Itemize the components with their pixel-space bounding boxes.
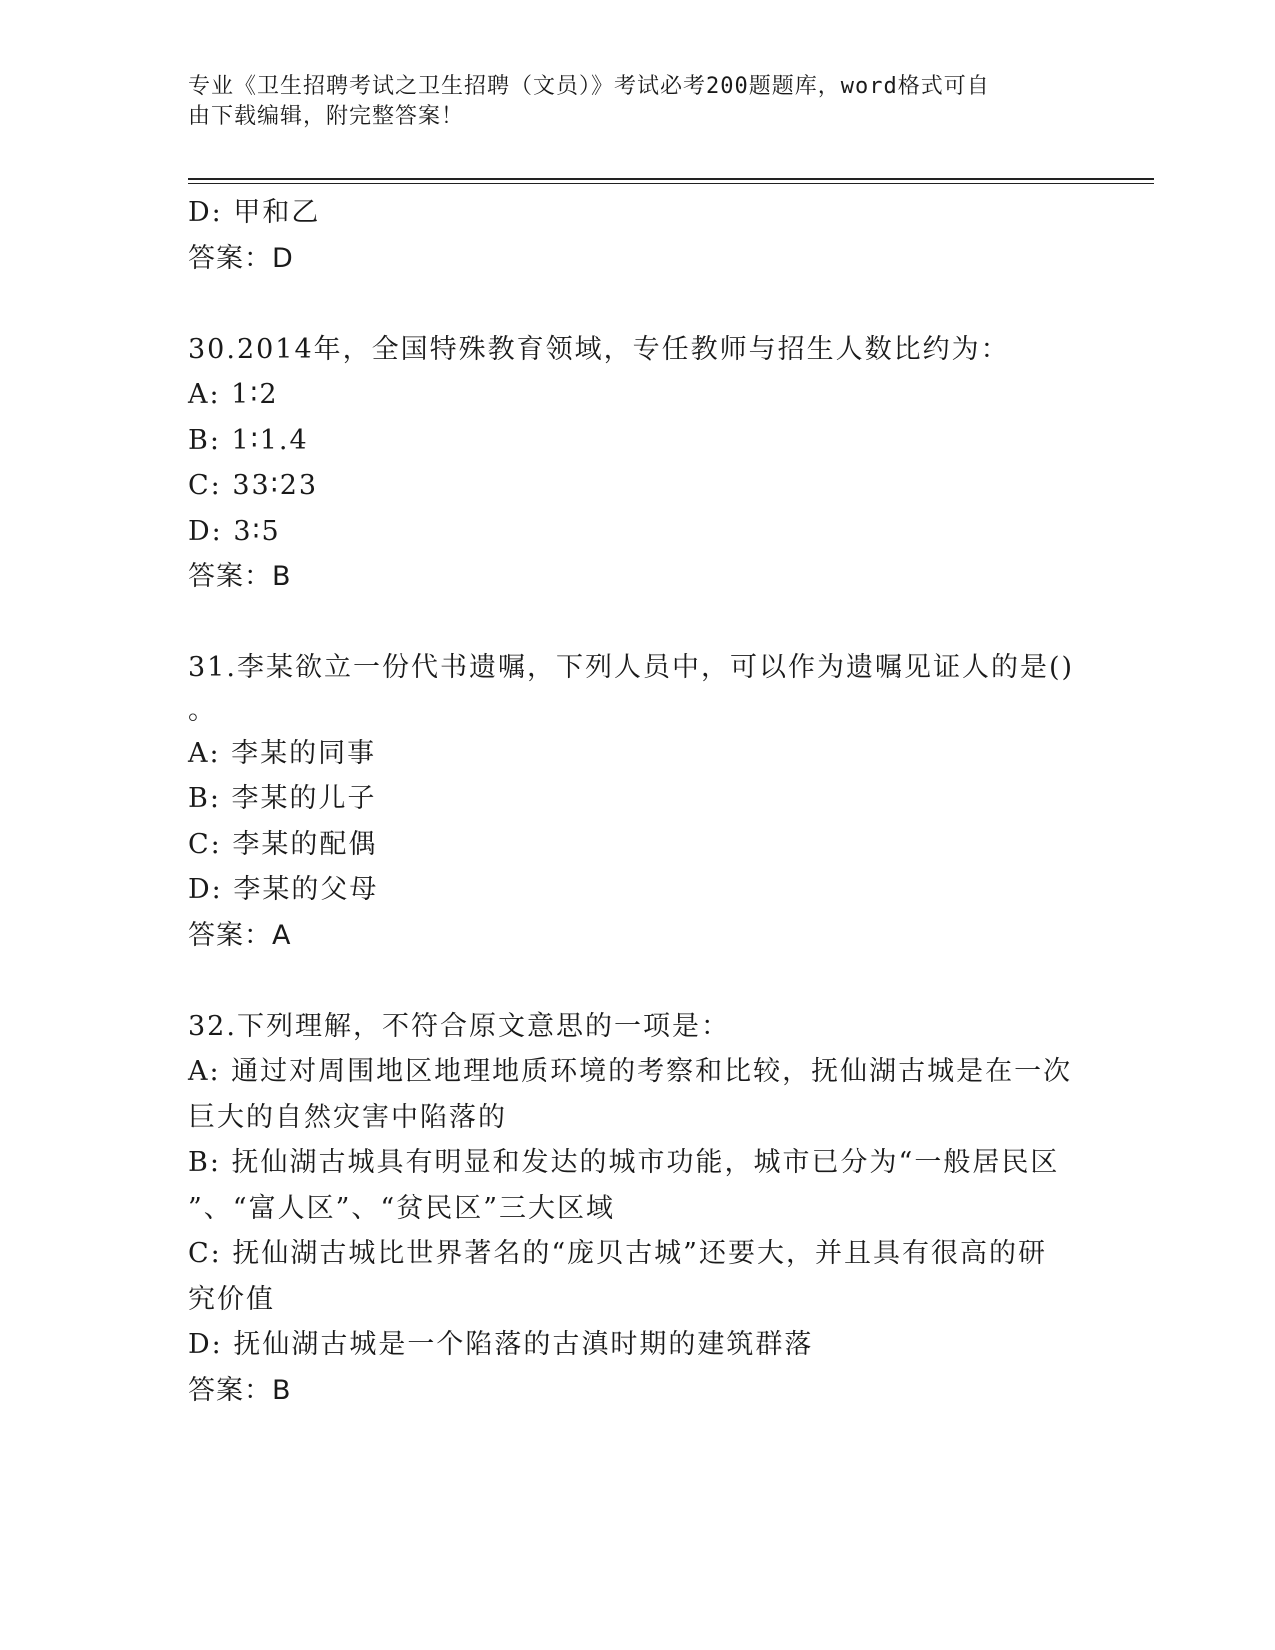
option-b: B: 1∶1.4 xyxy=(188,424,309,456)
option-c: C: 33∶23 xyxy=(188,470,319,501)
option-d: D: 3∶5 xyxy=(188,515,281,547)
spacer xyxy=(188,281,1088,327)
option-d: D: 李某的父母 xyxy=(188,874,379,905)
option-a-cont: 巨大的自然灾害中陷落的 xyxy=(188,1101,507,1133)
option-d: D: 抚仙湖古城是一个陷落的古滇时期的建筑群落 xyxy=(188,1329,814,1360)
option-b: B: 李某的儿子 xyxy=(188,783,377,814)
option-a: A: 1∶2 xyxy=(188,379,279,410)
answer-line: 答案：B xyxy=(188,561,292,592)
question-content xyxy=(188,190,1088,1413)
document-header xyxy=(188,72,1068,132)
header-divider-thin xyxy=(188,183,1154,184)
question-text: 32.下列理解，不符合原文意思的一项是： xyxy=(188,1010,730,1042)
question-block-30 xyxy=(188,327,1088,600)
question-block-prev xyxy=(188,190,1088,281)
option-c-cont: 究价值 xyxy=(188,1283,275,1315)
header-line-2: 由下载编辑，附完整答案！ xyxy=(188,104,465,129)
question-text: 30.2014年，全国特殊教育领域，专任教师与招生人数比约为： xyxy=(188,333,1010,365)
option-a: A: 通过对周围地区地理地质环境的考察和比较，抚仙湖古城是在一次 xyxy=(188,1056,1073,1087)
spacer xyxy=(188,958,1088,1004)
option-d: D: 甲和乙 xyxy=(188,197,321,228)
answer-line: 答案：B xyxy=(188,1374,292,1406)
option-b: B: 抚仙湖古城具有明显和发达的城市功能，城市已分为“一般居民区 xyxy=(188,1147,1060,1178)
question-block-31 xyxy=(188,645,1088,958)
header-divider-thick xyxy=(188,178,1154,180)
header-line-1: 专业《卫生招聘考试之卫生招聘（文员）》考试必考200题题库，word格式可自 xyxy=(188,74,990,99)
question-text: 31.李某欲立一份代书遗嘱，下列人员中，可以作为遗嘱见证人的是() xyxy=(188,652,1075,683)
answer-line: 答案：D xyxy=(188,242,294,274)
question-block-32 xyxy=(188,1004,1088,1414)
option-b-cont: ”、“富人区”、“贫民区”三大区域 xyxy=(188,1192,616,1224)
option-c: C: 李某的配偶 xyxy=(188,828,378,860)
spacer xyxy=(188,600,1088,646)
question-text-cont: 。 xyxy=(188,694,217,726)
option-a: A: 李某的同事 xyxy=(188,737,377,769)
option-c: C: 抚仙湖古城比世界著名的“庞贝古城”还要大，并且具有很高的研 xyxy=(188,1238,1047,1269)
answer-line: 答案：A xyxy=(188,919,292,951)
